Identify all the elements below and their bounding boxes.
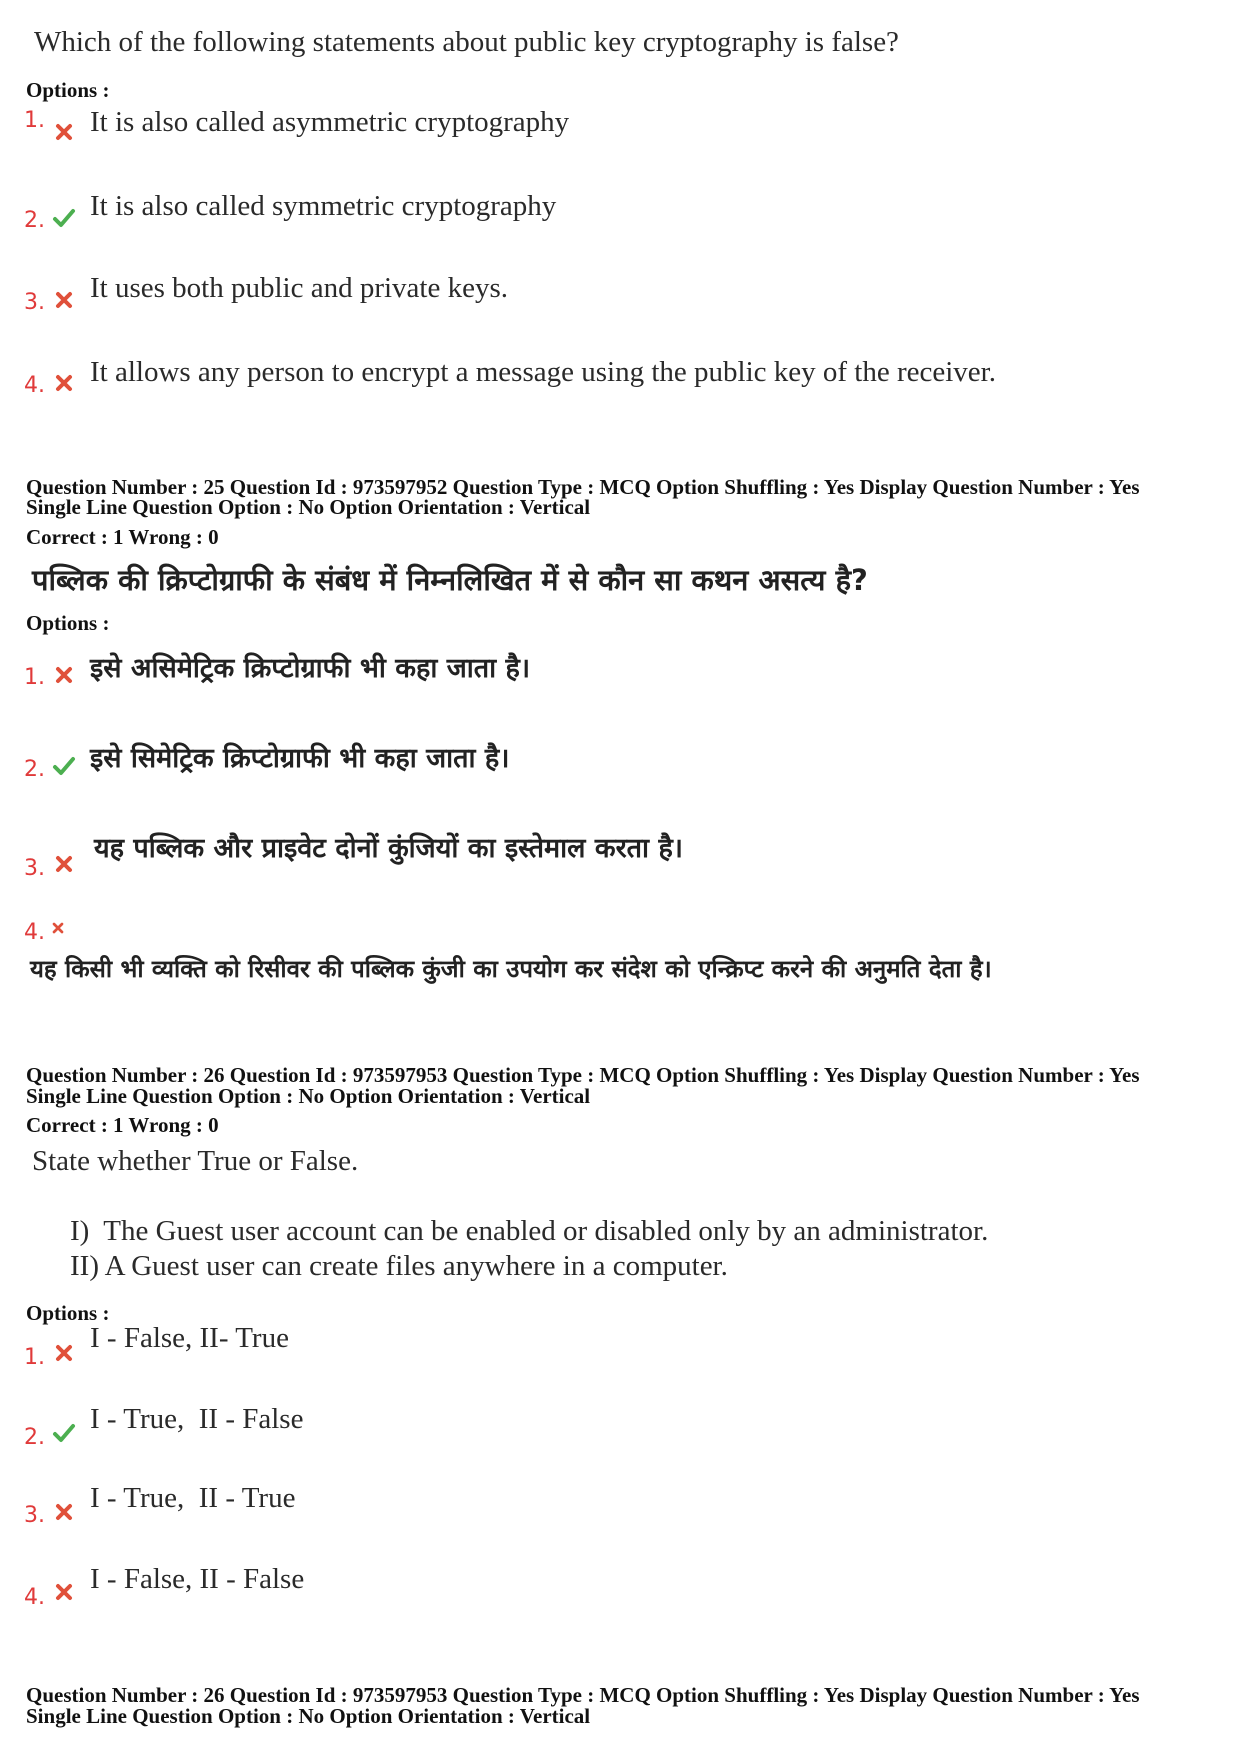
option-text: It uses both public and private keys. xyxy=(90,272,508,304)
statement: I) The Guest user account can be enabled or disabled only by an administrator. xyxy=(70,1215,989,1247)
question-meta: Question Number : 25 Question Id : 973597952 Question Type : MCQ Option Shuffling : Yes Display Question Number : Yes xyxy=(26,475,1140,499)
option-text: यह पब्लिक और प्राइवेट दोनों कुंजियों का इस्तेमाल करता है। xyxy=(94,833,684,864)
option-row xyxy=(24,920,45,945)
option-row xyxy=(24,665,45,690)
wrong-icon xyxy=(52,371,76,395)
option-row xyxy=(24,1503,45,1528)
question-meta: Single Line Question Option : No Option Orientation : Vertical xyxy=(26,495,591,519)
question-meta: Question Number : 26 Question Id : 973597953 Question Type : MCQ Option Shuffling : Yes Display Question Number : Yes xyxy=(26,1683,1140,1707)
option-number: 2. xyxy=(24,208,45,233)
option-text: I - True, II - False xyxy=(90,1403,304,1435)
option-row xyxy=(24,290,45,315)
option-row xyxy=(24,208,45,233)
option-row xyxy=(24,1345,45,1370)
check-icon xyxy=(52,1421,76,1445)
question-meta: Question Number : 26 Question Id : 973597953 Question Type : MCQ Option Shuffling : Yes Display Question Number : Yes xyxy=(26,1063,1140,1087)
option-number: 1. xyxy=(24,108,45,133)
question-text: Which of the following statements about public key cryptography is false? xyxy=(34,26,899,58)
option-number: 2. xyxy=(24,1425,45,1450)
option-text: It allows any person to encrypt a message using the public key of the receiver. xyxy=(90,356,996,388)
wrong-icon xyxy=(52,1580,76,1604)
option-number: 4. xyxy=(24,920,45,945)
question-text: State whether True or False. xyxy=(32,1145,359,1177)
question-meta: Single Line Question Option : No Option Orientation : Vertical xyxy=(26,1084,591,1108)
option-row xyxy=(24,108,45,133)
wrong-icon xyxy=(52,120,76,144)
option-text: इसे सिमेट्रिक क्रिप्टोग्राफी भी कहा जाता है। xyxy=(90,743,510,774)
option-text: I - False, II - False xyxy=(90,1563,305,1595)
check-icon xyxy=(52,754,76,778)
option-number: 1. xyxy=(24,1345,45,1370)
option-row xyxy=(24,757,45,782)
check-icon xyxy=(52,206,76,230)
option-row xyxy=(24,1585,45,1610)
options-label: Options : xyxy=(26,611,110,635)
question-score: Correct : 1 Wrong : 0 xyxy=(26,525,219,549)
question-score: Correct : 1 Wrong : 0 xyxy=(26,1113,219,1137)
option-text: I - False, II- True xyxy=(90,1322,289,1354)
options-label: Options : xyxy=(26,78,110,102)
option-number: 3. xyxy=(24,290,45,315)
option-number: 3. xyxy=(24,856,45,881)
wrong-icon xyxy=(52,1500,76,1524)
option-text: यह किसी भी व्यक्ति को रिसीवर की पब्लिक कुंजी का उपयोग कर संदेश को एन्क्रिप्ट करने की अनुमति देता है। xyxy=(30,955,992,983)
wrong-icon xyxy=(52,1341,76,1365)
option-text: इसे असिमेट्रिक क्रिप्टोग्राफी भी कहा जाता है। xyxy=(90,653,531,684)
wrong-icon xyxy=(50,920,66,936)
option-text: It is also called asymmetric cryptography xyxy=(90,106,570,138)
option-number: 2. xyxy=(24,757,45,782)
options-label: Options : xyxy=(26,1301,110,1325)
option-text: I - True, II - True xyxy=(90,1482,296,1514)
question-text: पब्लिक की क्रिप्टोग्राफी के संबंध में निम्नलिखित में से कौन सा कथन असत्य है? xyxy=(32,563,868,597)
option-number: 1. xyxy=(24,665,45,690)
option-row xyxy=(24,373,45,398)
option-row xyxy=(24,856,45,881)
question-meta: Single Line Question Option : No Option Orientation : Vertical xyxy=(26,1704,591,1728)
option-number: 4. xyxy=(24,1585,45,1610)
option-number: 3. xyxy=(24,1503,45,1528)
option-number: 4. xyxy=(24,373,45,398)
option-text: It is also called symmetric cryptography xyxy=(90,190,557,222)
wrong-icon xyxy=(52,852,76,876)
option-row xyxy=(24,1425,45,1450)
statement: II) A Guest user can create files anywhere in a computer. xyxy=(70,1250,728,1282)
wrong-icon xyxy=(52,288,76,312)
wrong-icon xyxy=(52,663,76,687)
